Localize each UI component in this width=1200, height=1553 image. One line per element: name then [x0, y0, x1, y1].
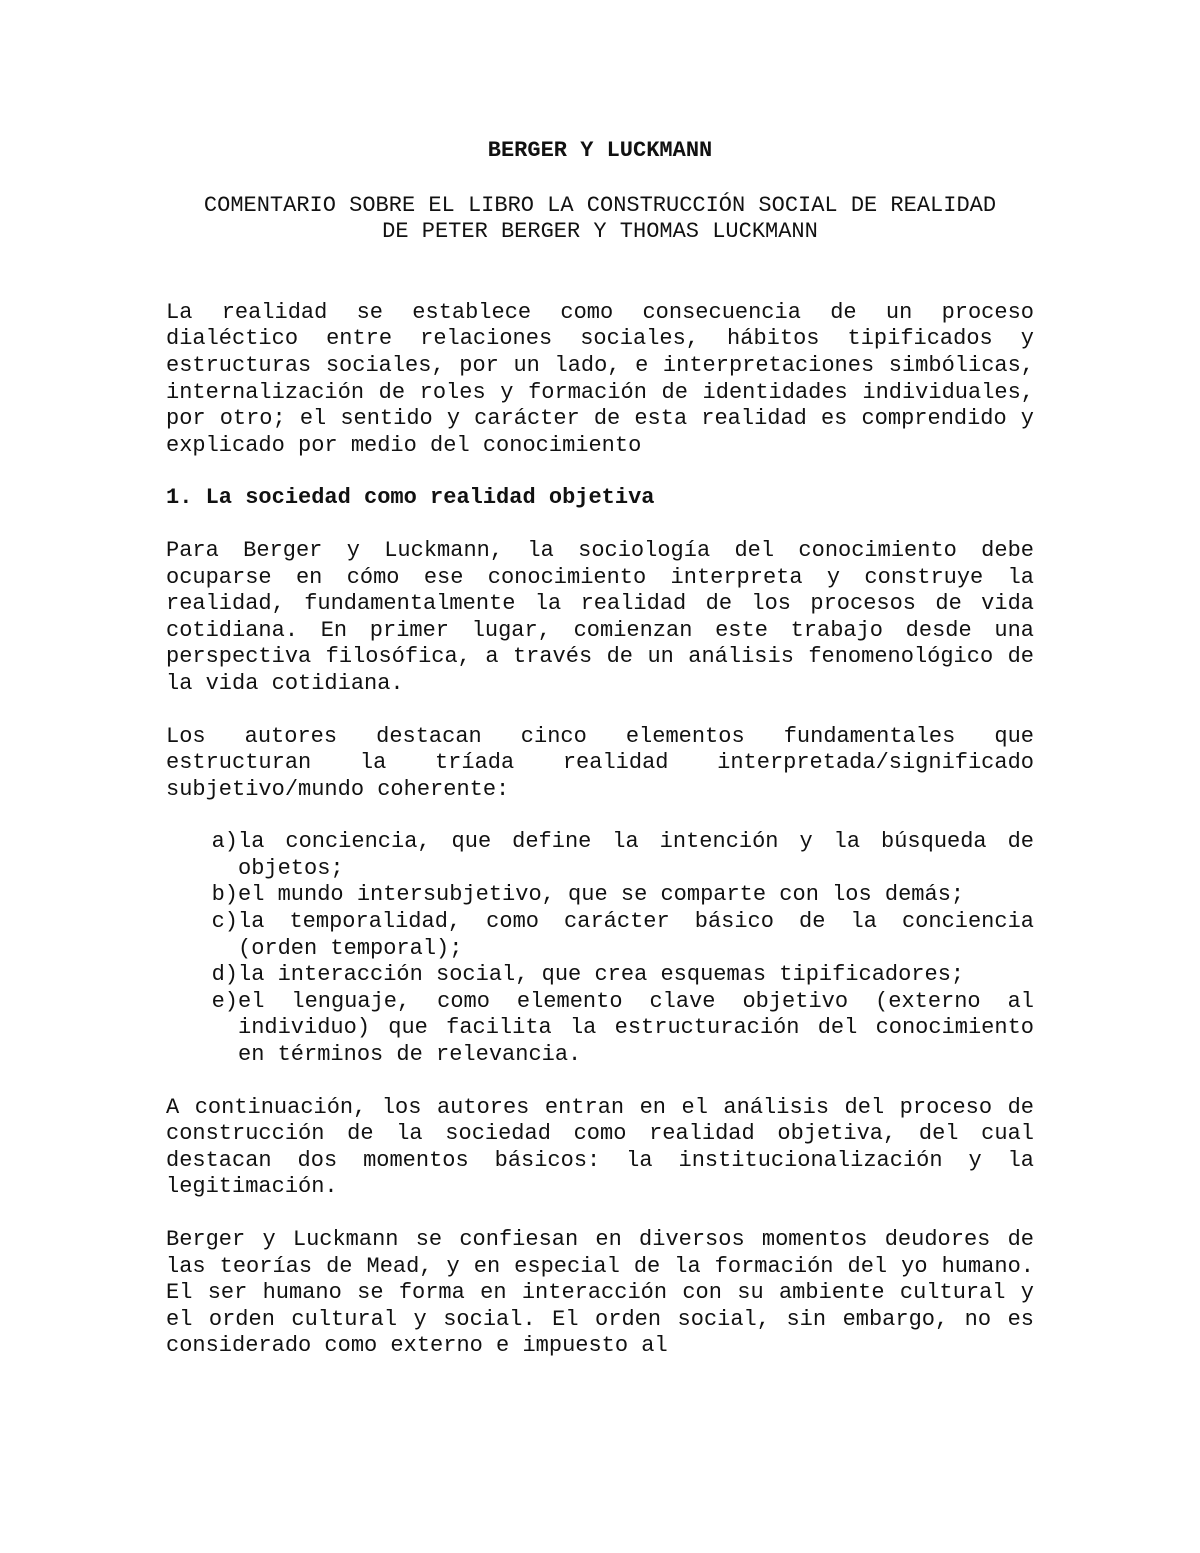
- document-title: BERGER Y LUCKMANN: [487, 138, 713, 163]
- list-marker: a): [211, 829, 238, 855]
- paragraph-3: A continuación, los autores entran en el análisis del proceso de construcción de la sociedad como realidad objetiva, del cual destacan dos momentos básicos: la institucionalización y la legitimación.: [166, 1094, 1034, 1200]
- paragraph-4: Berger y Luckmann se confiesan en diversos momentos deudores de las teorías de Mead, y en especial de la formación del yo humano. El ser humano se forma en interacción con su ambiente cultural y el orden cultural y social. El orden social, sin embargo, no es considerado como externo e impuesto al: [166, 1227, 1034, 1359]
- subtitle-line-2: DE PETER BERGER Y THOMAS LUCKMANN: [382, 219, 818, 245]
- paragraph-2: Los autores destacan cinco elementos fundamentales que estructuran la tríada realidad interpretada/significado subjetivo/mundo coherente:: [166, 723, 1034, 802]
- list-item: [166, 962, 1034, 989]
- document-subtitle: [166, 193, 1034, 246]
- paragraph-1: Para Berger y Luckmann, la sociología del conocimiento debe ocuparse en cómo ese conocimiento interpreta y construye la realidad, fundamentalmente la realidad de los procesos de vida cotidiana. En primer lugar, comienzan este trabajo desde una perspectiva filosófica, a través de un análisis fenomenológico de la vida cotidiana.: [166, 537, 1034, 696]
- list-item: [166, 909, 1034, 962]
- list-item-text: el mundo intersubjetivo, que se comparte con los demás;: [238, 882, 965, 908]
- list-marker: b): [211, 882, 238, 908]
- list-item-text: el lenguaje, como elemento clave objetivo (externo al individuo) que facilita la estructuración del conocimiento en términos de relevancia.: [238, 988, 1034, 1068]
- list-item: [166, 989, 1034, 1069]
- list-item: [166, 882, 1034, 909]
- intro-paragraph: La realidad se establece como consecuencia de un proceso dialéctico entre relaciones sociales, hábitos tipificados y estructuras sociales, por un lado, e interpretaciones simbólicas, internalización de roles y formación de identidades individuales, por otro; el sentido y carácter de esta realidad es comprendido y explicado por medio del conocimiento: [166, 299, 1034, 458]
- list-item-text: la temporalidad, como carácter básico de la conciencia (orden temporal);: [238, 909, 1034, 961]
- document-page: [166, 138, 1034, 1360]
- subtitle-line-1: COMENTARIO SOBRE EL LIBRO LA CONSTRUCCIÓN SOCIAL DE REALIDAD: [203, 192, 997, 218]
- list-marker: c): [211, 909, 238, 935]
- list-marker: e): [211, 988, 238, 1014]
- list-marker: d): [211, 962, 238, 988]
- list-item-text: la interacción social, que crea esquemas tipificadores;: [238, 962, 965, 988]
- elements-list: [166, 829, 1034, 1068]
- section-heading: 1. La sociedad como realidad objetiva: [166, 485, 655, 511]
- list-item-text: la conciencia, que define la intención y la búsqueda de objetos;: [238, 829, 1034, 881]
- list-item: [166, 829, 1034, 882]
